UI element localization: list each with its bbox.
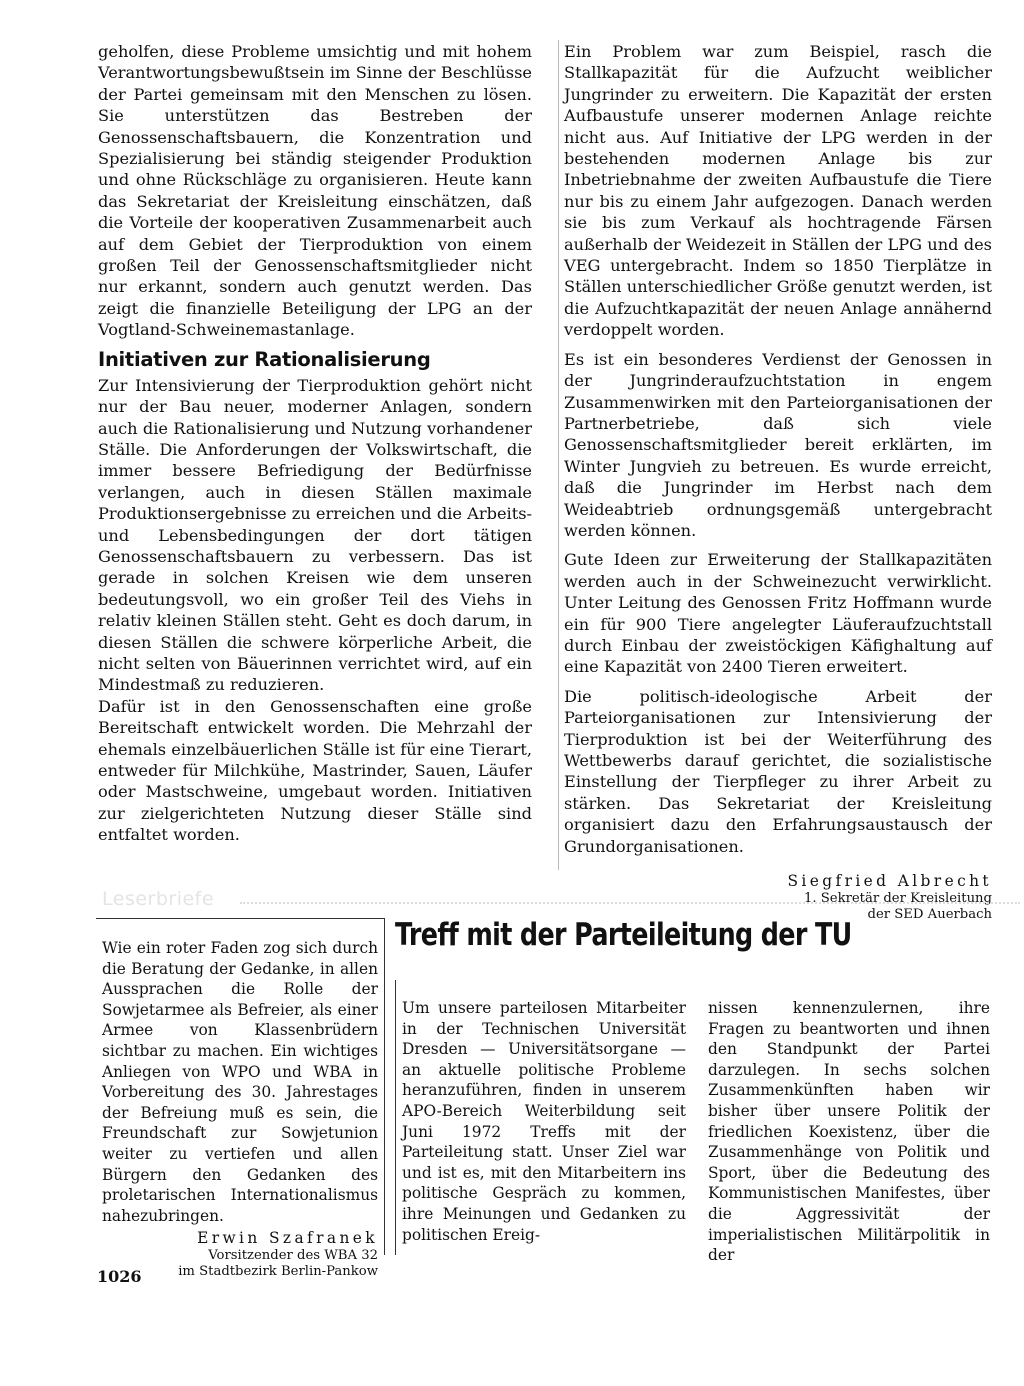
right-paragraph-4: Die politisch-ideologische Arbeit der Parteiorganisationen zur Intensivierung der Tierproduktion ist bei der Weiterführung des Wettbewerbs darauf gerichtet, die sozialistische Einstellung der Tierpfleger zu ihrer Arbeit zu stärken. Das Sekretariat der Kreisleitung organisiert dazu den Erfahrungsaustausch der Grundorganisationen. — [564, 686, 992, 856]
letter-author-role-2: im Stadtbezirk Berlin-Pankow — [178, 1264, 378, 1280]
signature-role-line-2: der SED Auerbach — [867, 907, 992, 923]
section-label-leserbriefe: Leserbriefe — [102, 888, 215, 910]
signature-role-line-1: 1. Sekretär der Kreisleitung — [803, 891, 992, 907]
article-text-2: nissen kennenzulernen, ihre Fragen zu beantworten und ihnen den Standpunkt der Partei darzulegen. In sechs solchen Zusammenkünften haben wir bisher über unsere Politik der friedlichen Koexistenz, über die Zusammenhänge von Politik und Sport, über die Bedeutung des Kommunistischen Manifestes, über die Aggressivität der imperialistischen Militärpolitik in der — [708, 999, 990, 1265]
left-column — [98, 41, 532, 846]
article-text-1: Um unsere parteilosen Mitarbeiter in der Technischen Universität Dresden — Universitätsorgane — an aktuelle politische Probleme heranzuführen, finden in unserem APO-Bereich Weiterbildung seit Juni 1972 Treffs mit der Parteileitung statt. Unser Ziel war und ist es, mit den Mitarbeitern ins politische Gespräch zu kommen, ihre Meinungen und Gedanken zu politischen Ereig- — [402, 999, 686, 1244]
letter-text: Wie ein roter Faden zog sich durch die Beratung der Gedanke, in allen Aussprachen die Rolle der Sowjetarmee als Befreier, als einer Armee von Klassenbrüdern sichtbar zu machen. Ein wichtiges Anliegen von WPO und WBA in Vorbereitung des 30. Jahrestages der Befreiung muß es sein, die Freundschaft zur Sowjetunion weiter zu vertiefen und allen Bürgern den Gedanken des proletarischen Internationalismus nahezubringen. — [102, 939, 378, 1225]
left-paragraph-3: Dafür ist in den Genossenschaften eine große Bereitschaft entwickelt worden. Die Mehrzahl der ehemals einzelbäuerlichen Ställe ist für eine Tierart, entweder für Milchkühe, Mastrinder, Sauen, Läufer oder Mastschweine, umgebaut worden. Initiativen zur zielgerichteten Nutzung dieser Ställe sind entfaltet worden. — [98, 696, 532, 845]
right-paragraph-3: Gute Ideen zur Erweiterung der Stallkapazitäten werden auch in der Schweinezucht verwirklicht. Unter Leitung des Genossen Fritz Hoffmann wurde ein für 900 Tiere angelegter Läuferaufzuchtstall durch Einbau der zweistöckigen Käfighaltung auf eine Kapazität von 2400 Tieren erweitert. — [564, 550, 992, 677]
right-paragraph-1: Ein Problem war zum Beispiel, rasch die Stallkapazität für die Aufzucht weiblicher Jungrinder zu erweitern. Die Kapazität der ersten Aufbaustufe unserer modernen Anlage reichte nicht aus. Auf Initiative der LPG werden in der bestehenden modernen Anlage bis zur Inbetriebnahme der zweiten Aufbaustufe die Tiere nur bis zu einem Jahr aufgezogen. Danach werden sie bis zum Verkauf als hochtragende Färsen außerhalb der Weidezeit in Ställen der LPG und des VEG untergebracht. Indem so 1850 Tierplätze in Ställen unterschiedlicher Größe genutzt werden, ist die Aufzuchtkapazität der neuen Anlage annähernd verdoppelt worden. — [564, 42, 992, 340]
left-paragraph-2: Zur Intensivierung der Tierproduktion gehört nicht nur der Bau neuer, moderner Anlagen, sondern auch die Rationalisierung und Nutzung vorhandener Ställe. Die Anforderungen der Volkswirtschaft, die immer bessere Befriedigung der Bedürfnisse verlangen, auch in diesen Ställen maximale Produktionsergebnisse zu erreichen und die Arbeits- und Lebensbedingungen der dort tätigen Genossenschaftsbauern zu verbessern. Das ist gerade in solchen Kreisen wie dem unseren bedeutungsvoll, wo ein großer Teil des Viehs in relativ kleinen Ställen steht. Geht es doch darum, in diesen Ställen die schwere körperliche Arbeit, die nicht selten von Bäuerinnen verrichtet wird, auf ein Mindestmaß zu reduzieren. — [98, 375, 532, 695]
signature-name: Siegfried Albrecht — [787, 872, 992, 891]
left-paragraph-1: geholfen, diese Probleme umsichtig und mit hohem Verantwortungsbewußtsein im Sinne der Beschlüsse der Partei gemeinsam mit den Menschen zu lösen. Sie unterstützen das Bestreben der Genossenschaftsbauern, die Konzentration und Spezialisierung bei ständig steigender Produktion und ohne Rückschläge zu organisieren. Heute kann das Sekretariat der Kreisleitung einschätzen, daß die Vorteile der kooperativen Zusammenarbeit auch auf dem Gebiet der Tierproduktion von einem großen Teil der Genossenschaftsmitglieder nicht nur erkannt, sondern auch genutzt werden. Das zeigt die finanzielle Beteiligung der LPG an der Vogtland-Schweinemastanlage. — [98, 42, 532, 340]
letter-signature — [102, 1228, 378, 1280]
article-title: Treff mit der Parteileitung der TU — [395, 917, 852, 953]
column-divider — [558, 40, 559, 870]
page-number: 1026 — [97, 1267, 142, 1286]
article-column-1 — [402, 998, 686, 1245]
section-heading: Initiativen zur Rationalisierung — [98, 347, 431, 371]
right-paragraph-2: Es ist ein besonderes Verdienst der Genossen in der Jungrinderaufzuchtstation in engem Zusammenwirken mit den Parteiorganisationen der Partnerbetriebe, daß sich viele Genossenschaftsmitglieder bereit erklärten, im Winter Jungvieh zu betreuen. Es wurde erreicht, daß die Jungrinder im Herbst nach dem Weideabtrieb ordnungsgemäß untergebracht werden können. — [564, 349, 992, 540]
article-column-2 — [708, 998, 990, 1266]
letter-author-role-1: Vorsitzender des WBA 32 — [208, 1248, 378, 1264]
right-column — [564, 41, 992, 923]
letter-column — [102, 938, 378, 1280]
section-dotted-line — [240, 902, 1020, 904]
letter-author: Erwin Szafranek — [197, 1229, 378, 1248]
